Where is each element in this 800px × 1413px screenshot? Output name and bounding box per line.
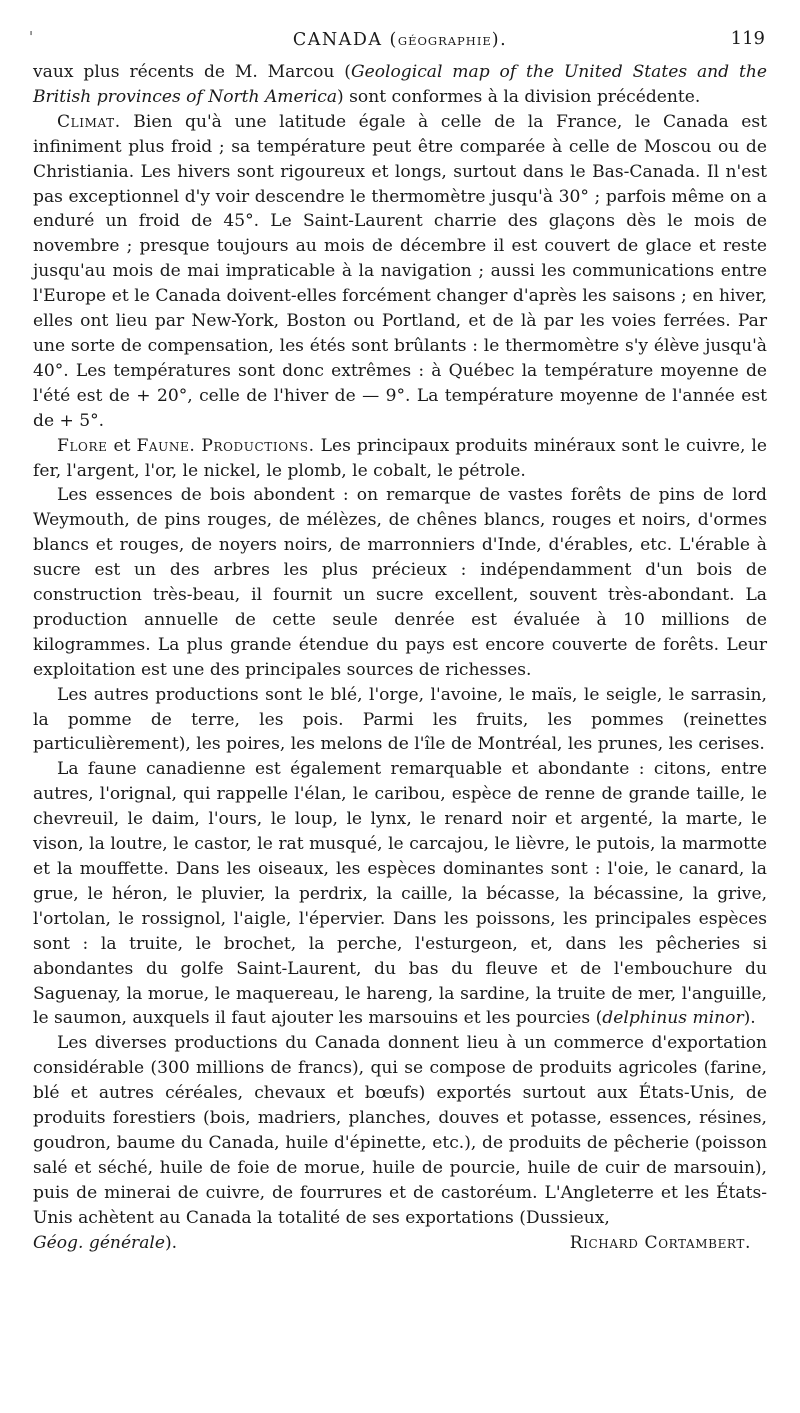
paragraph-productions: Les autres productions sont le blé, l'orge, l'avoine, le maïs, le seigle, le sarrasin, la pomme de terre, les pois. Parmi les fruits, les pommes (reinettes particulièrement), les poires, les melons de l'île de Montréal, les prunes, les cerises. xyxy=(33,684,767,755)
section-label-faune: Faune. xyxy=(136,435,196,456)
running-header xyxy=(29,26,767,60)
species-name: delphinus minor xyxy=(602,1008,744,1029)
body-text xyxy=(33,60,767,1256)
corner-mark: ' xyxy=(29,28,35,46)
paragraph-essences: Les essences de bois abondent : on remarque de vastes forêts de pins de lord Weymouth, de pins rouges, de mélèzes, de chênes blancs, rouges et noirs, d'ormes blancs et rouges, de noyers noirs, de marronniers d'Inde, d'érables, etc. L'érable à sucre est un des arbres les plus précieux : indépendamment d'un bois de construction très-beau, il fournit un sucre excellent, souvent très-abondant. La production annuelle de cette seule denrée est évaluée à 10 millions de kilogrammes. La plus grande étendue du pays est encore couverte de forêts. Leur exploitation est une des principales sources de richesses. xyxy=(33,485,767,680)
section-label-productions: Productions. xyxy=(201,435,315,456)
running-title: CANADA (GÉOGRAPHIE). xyxy=(292,30,508,50)
page-number: 119 xyxy=(730,28,765,49)
paragraph-commerce: Les diverses productions du Canada donnent lieu à un commerce d'exportation considérable (300 millions de francs), qui se compose de produits agricoles (farine, blé et autres céréales, chevaux et bœufs) exportés surtout aux États-Unis, de produits forestiers (bois, madriers, planches, douves et potasse, essences, résines, goudron, baume du Canada, huile d'épinette, etc.), de produits de pêcherie (poisson salé et séché, huile de foie de morue, huile de pourcie, huile de cuir de marsouin), puis de minerai de cuivre, de fourrures et de castoréum. L'Angleterre et les États-Unis achètent au Canada la totalité de ses exportations (Dussieux, xyxy=(33,1033,767,1228)
map-title: Geological map of the United States and the British provinces of North America xyxy=(33,62,767,107)
paragraph-climat: Climat. Bien qu'à une latitude égale à celle de la France, le Canada est infiniment plus froid ; sa température peut être comparée à celle de Moscou ou de Christiania. Les hivers sont rigoureux et longs, surtout dans le Bas-Canada. Il n'est pas exceptionnel d'y voir descendre le thermomètre jusqu'à 30° ; parfois même on a enduré un froid de 45°. Le Saint-Laurent charrie des glaçons dès le mois de novembre ; presque toujours au mois de décembre il est couvert de glace et reste jusqu'au mois de mai impraticable à la navigation ; aussi les communications entre l'Europe et le Canada doivent-elles forcément changer d'après les saisons ; en hiver, elles ont lieu par New-York, Boston ou Portland, et de là par les voies ferrées. Par une sorte de compensation, les étés sont brûlants : le thermomètre s'y élève jusqu'à 40°. Les températures sont donc extrêmes : à Québec la température moyenne de l'été est de + 20°, celle de l'hiver de — 9°. La température moyenne de l'année est de + 5°. xyxy=(33,111,767,431)
author-signature: Richard Cortambert. xyxy=(569,1232,751,1253)
paragraph-flore-faune: Flore et Faune. Productions. Les principaux produits minéraux sont le cuivre, le fer, l'argent, l'or, le nickel, le plomb, le cobalt, le pétrole. xyxy=(33,435,767,481)
section-label-climat: Climat. xyxy=(57,111,121,132)
paragraph-continuation: vaux plus récents de M. Marcou (Geological map of the United States and the British provinces of North America) sont conformes à la division précédente. xyxy=(33,62,767,107)
paragraph-faune: La faune canadienne est également remarquable et abondante : citons, entre autres, l'orignal, qui rappelle l'élan, le caribou, espèce de renne de grande taille, le chevreuil, le daim, l'ours, le loup, le lynx, le renard noir et argenté, la marte, le vison, la loutre, le castor, le rat musqué, le carcajou, le lièvre, le putois, la marmotte et la mouffette. Dans les oiseaux, les espèces dominantes sont : l'oie, le canard, la grue, le héron, le pluvier, la perdrix, la caille, la bécasse, la bécassine, la grive, l'ortolan, le rossignol, l'aigle, l'épervier. Dans les poissons, les principales espèces sont : la truite, le brochet, la perche, l'esturgeon, et, dans les pêcheries si abondantes du golfe Saint-Laurent, du bas du fleuve et de l'embouchure du Saguenay, la morue, le maquereau, le hareng, la sardine, la truite de mer, l'anguille, le saumon, auxquels il faut ajouter les marsouins et les pourcies (delphinus minor). xyxy=(33,759,767,1029)
source-line xyxy=(33,1231,767,1256)
source-citation: Géog. générale). xyxy=(33,1232,178,1253)
section-label-flore: Flore xyxy=(57,435,108,456)
